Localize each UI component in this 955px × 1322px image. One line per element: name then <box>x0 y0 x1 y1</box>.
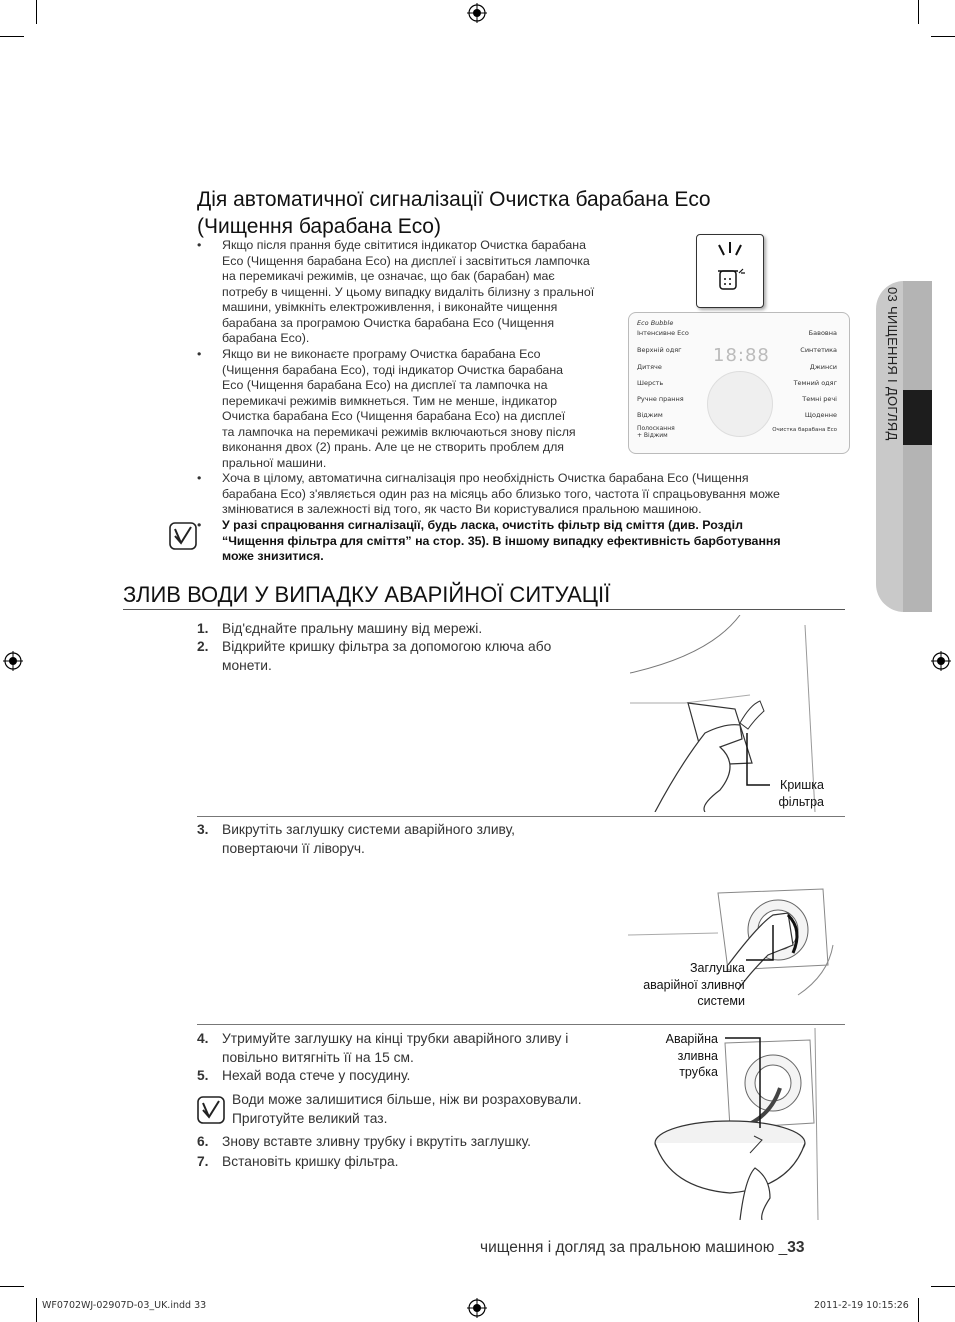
section-title-eco-drum: Дія автоматичної сигналізації Очистка барабана Eco (Чищення барабана Eco) <box>197 188 711 238</box>
print-file-info: WF0702WJ-02907D-03_UK.indd 33 <box>42 1300 207 1311</box>
registration-mark-icon <box>467 1298 487 1318</box>
text-line: Якщо ви не виконаєте програму Очистка барабана Eco <box>222 347 541 361</box>
step-text <box>222 1133 622 1152</box>
footer-text: чищення і догляд за пральною машиною _ <box>480 1239 788 1256</box>
text-line: та лампочка на перемикачі режимів включаються знову після <box>222 424 576 439</box>
text-line: трубка <box>679 1065 718 1079</box>
text-line: Знову вставте зливну трубку і вкрутіть заглушку. <box>222 1134 532 1149</box>
bullet-dot: • <box>197 518 202 532</box>
program-label: Дитяче <box>637 363 662 371</box>
text-line: Відкрийте кришку фільтра за допомогою ключа або <box>222 639 552 654</box>
text-line: Аварійна <box>665 1032 718 1046</box>
step-number: 6. <box>197 1134 209 1149</box>
caption-drain-plug <box>620 960 745 1010</box>
text-line: Від'єднайте пральну машину від мережі. <box>222 621 483 636</box>
text-line: “Чищення фільтра для сміття” на стор. 35). В іншому випадку ефективність барботування <box>222 533 781 548</box>
control-panel-illustration <box>628 312 850 454</box>
program-label: Темні речі <box>802 395 837 403</box>
text-line: повільно витягніть її на 15 см. <box>222 1049 414 1065</box>
text-line: Утримуйте заглушку на кінці трубки аварійного зливу і <box>222 1031 569 1046</box>
crop-mark <box>918 0 919 24</box>
caption-drain-hose <box>640 1031 718 1081</box>
text-line: Встановіть кришку фільтра. <box>222 1154 399 1169</box>
crop-mark <box>931 1286 955 1287</box>
text-line: Води може залишитися більше, ніж ви розраховували. <box>232 1092 582 1107</box>
text-line: (Чищення барабана Eco), тоді індикатор Очистка барабана <box>222 362 564 377</box>
program-label: Полоскання + Віджим <box>637 425 675 439</box>
program-label: Ручне прання <box>637 395 684 403</box>
step-divider <box>197 1024 845 1025</box>
step-number: 3. <box>197 822 209 837</box>
text-line: фільтра <box>778 794 824 809</box>
step-number: 7. <box>197 1154 209 1169</box>
text-line: барабана за програмою Очистка барабана Eco (Чищення <box>222 315 555 330</box>
crop-mark <box>918 1298 919 1322</box>
step-text <box>222 620 622 639</box>
program-label: Інтенсивне Eco <box>637 329 689 337</box>
crop-mark <box>36 1298 37 1322</box>
bullet-dot: • <box>197 471 202 485</box>
note-text <box>232 1091 632 1128</box>
registration-mark-icon <box>3 651 23 671</box>
program-label: Шерсть <box>637 379 664 387</box>
registration-mark-icon <box>467 3 487 23</box>
text-line: У разі спрацювання сигналізації, будь ласка, очистіть фільтр від сміття (див. Розділ <box>222 518 743 532</box>
step-text <box>222 638 622 675</box>
text-line: Хоча в цілому, автоматична сигналізація про необхідність Очистка барабана Eco (Чищення <box>222 471 749 485</box>
text-line: барабана Eco). <box>222 331 310 345</box>
bullet-text <box>222 471 780 518</box>
program-label-eco-drum: Очистка барабана Eco <box>772 427 837 433</box>
text-line: пральної машини. <box>222 455 327 470</box>
text-line: Eco (Чищення барабана Eco) на дисплеї та лампочка на <box>222 378 548 392</box>
step-number: 1. <box>197 621 209 636</box>
text-line: Якщо після прання буде світитися індикатор Очистка барабана <box>222 238 587 252</box>
text-line: Очистка барабана Eco (Чищення барабана Eco) на дисплеї <box>222 409 566 423</box>
program-dial <box>707 371 773 437</box>
text-line: системи <box>697 994 745 1008</box>
step-number: 4. <box>197 1031 209 1046</box>
brand-label: Eco Bubble <box>637 319 674 327</box>
note-text <box>222 518 781 565</box>
eco-drum-indicator-icon <box>697 235 763 307</box>
step-text <box>222 1153 622 1172</box>
page-footer <box>480 1239 805 1257</box>
bullet-text <box>222 238 594 347</box>
text-line: Приготуйте великий таз. <box>232 1110 388 1126</box>
text-line: машини, увімкніть електроживлення, і виконайте чищення <box>222 300 558 314</box>
crop-mark <box>36 0 37 24</box>
step-text <box>222 821 622 858</box>
step-number: 5. <box>197 1068 209 1083</box>
text-line: на перемикачі режимів, це означає, що бак (барабан) має <box>222 269 555 283</box>
text-line: змінюватися в залежності від того, як часто Ви користувалися пральною машиною. <box>222 502 702 516</box>
text-line: Викрутіть заглушку системи аварійного зливу, <box>222 822 515 837</box>
program-label: Віджим <box>637 411 663 419</box>
crop-mark <box>0 1286 24 1287</box>
text-line: потребу в чищенні. У цьому випадку видаліть білизну з пральної <box>222 284 595 299</box>
text-line: монети. <box>222 657 272 673</box>
chapter-tab-stripe <box>903 281 932 612</box>
page-number: 33 <box>787 1239 805 1256</box>
section-rule <box>123 609 845 610</box>
text-line: повертаючи її ліворуч. <box>222 840 365 856</box>
step-text <box>222 1030 632 1067</box>
crop-mark <box>0 36 24 37</box>
section-title-emergency-drain: ЗЛИВ ВОДИ У ВИПАДКУ АВАРІЙНОЇ СИТУАЦІЇ <box>123 582 611 607</box>
display-digits: 18:88 <box>713 345 770 366</box>
text-line: зливна <box>677 1048 718 1063</box>
program-label: Верхній одяг <box>637 346 682 354</box>
note-icon <box>169 522 197 550</box>
program-label: Джинси <box>809 363 837 371</box>
program-label: Щоденне <box>804 411 837 419</box>
bullet-dot: • <box>197 238 202 252</box>
text-line: Нехай вода стече у посудину. <box>222 1068 411 1083</box>
text-line: аварійної зливної <box>643 977 745 992</box>
text-line: виконання двох (2) прань. Але це не створить проблем для <box>222 440 565 454</box>
program-label: Бавовна <box>808 329 837 337</box>
text-line: може знизитися. <box>222 549 324 563</box>
bullet-dot: • <box>197 347 202 361</box>
print-timestamp: 2011-2-19 10:15:26 <box>814 1300 909 1311</box>
program-label: Темний одяг <box>793 379 837 387</box>
text-line: перемикачі режимів вимкнеться. Тим не менше, індикатор <box>222 393 558 408</box>
eco-drum-callout <box>696 234 764 308</box>
text-line: Eco (Чищення барабана Eco) на дисплеї і засвітиться лампочка <box>222 253 590 268</box>
text-line: барабана Eco) з'являється один раз на місяць або близько того, частота її спрацьовування може <box>222 486 780 501</box>
note-icon <box>197 1096 225 1124</box>
caption-filter-cover <box>740 777 824 810</box>
step-number: 2. <box>197 639 209 654</box>
bullet-text <box>222 347 576 471</box>
chapter-tab-label: 03 ЧИЩЕННЯ І ДОГЛЯД <box>885 287 900 441</box>
chapter-tab-marker <box>903 390 932 445</box>
step-text <box>222 1067 622 1086</box>
text-line: Кришка <box>780 778 824 792</box>
crop-mark <box>931 36 955 37</box>
program-label: Синтетика <box>800 346 837 354</box>
step-divider <box>197 816 845 817</box>
text-line: Заглушка <box>689 961 745 975</box>
registration-mark-icon <box>931 651 951 671</box>
